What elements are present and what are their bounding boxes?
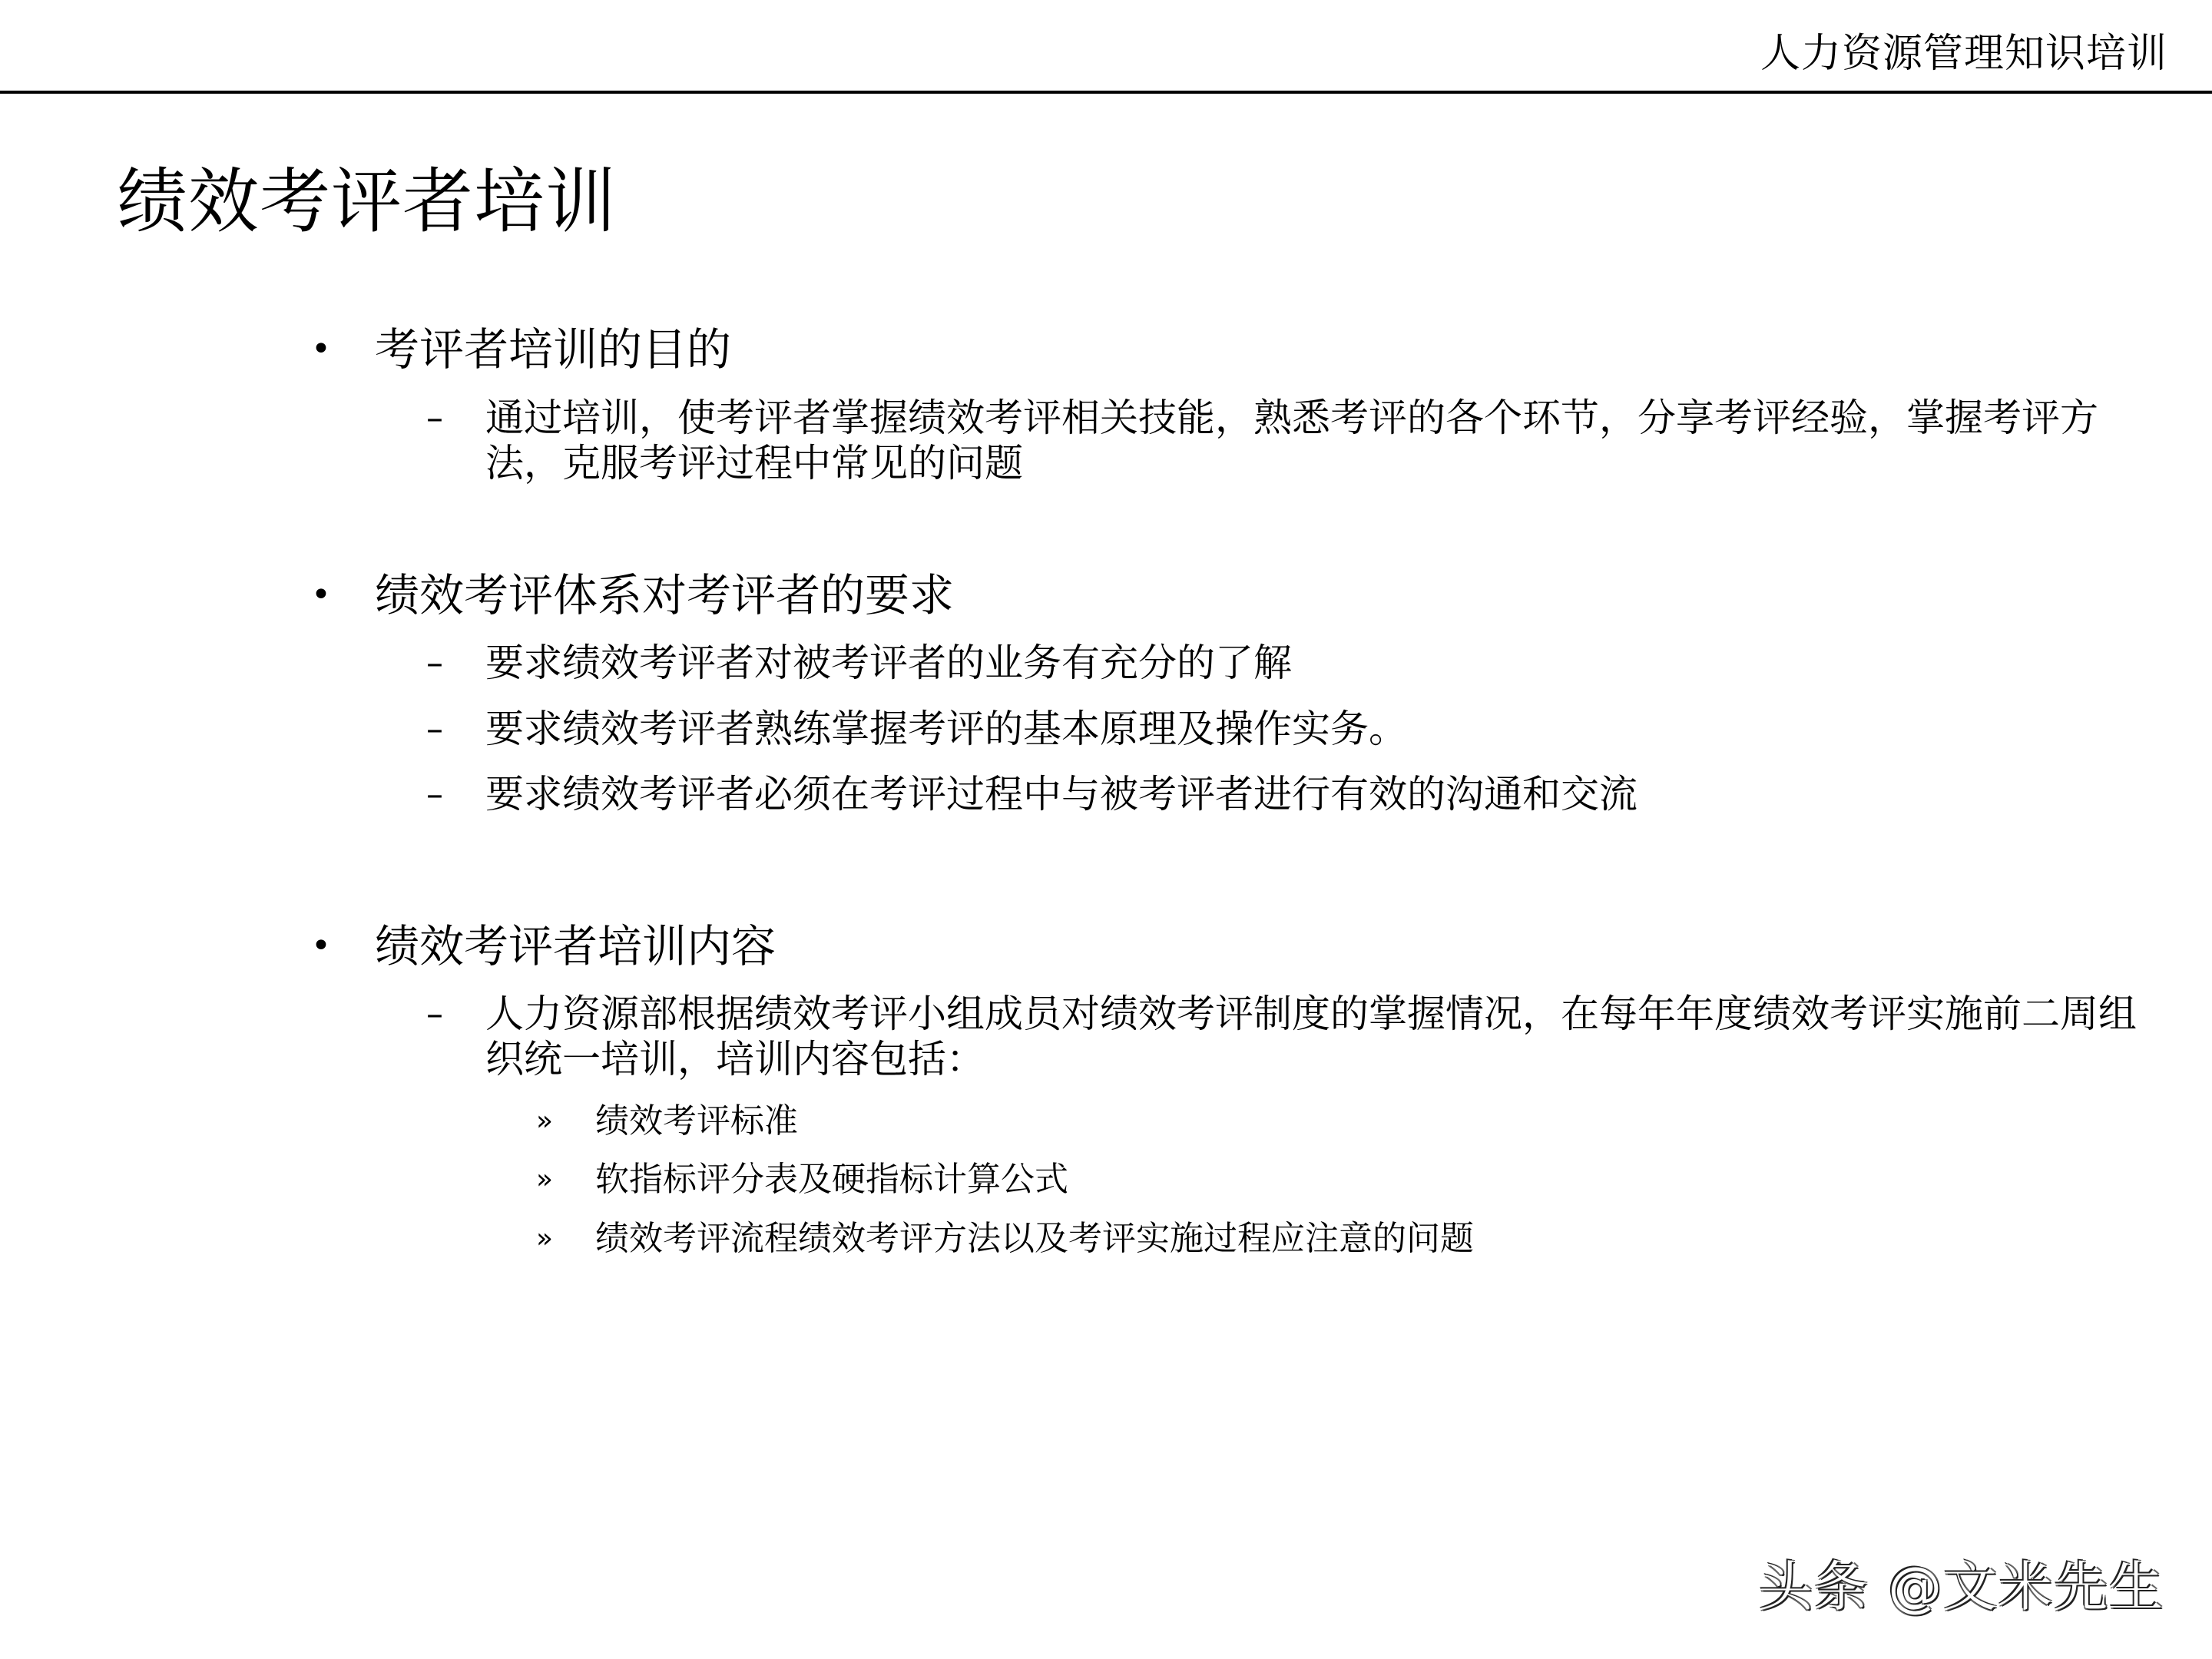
double-chevron-icon: » bbox=[536, 1223, 554, 1254]
dash-icon: – bbox=[426, 710, 443, 749]
bullet-icon: • bbox=[311, 329, 331, 369]
dash-icon: – bbox=[426, 399, 443, 438]
page-title: 绩效考评者培训 bbox=[117, 161, 618, 243]
dash-icon: – bbox=[426, 995, 443, 1034]
bullet-icon: • bbox=[311, 926, 331, 965]
header-title: 人力资源管理知识培训 bbox=[1760, 31, 2167, 77]
sub-list-item-text: 绩效考评标准 bbox=[595, 1101, 798, 1141]
bullet-icon: • bbox=[311, 575, 331, 614]
dash-icon: – bbox=[426, 775, 443, 814]
sub-list-item-text: 软指标评分表及硬指标计算公式 bbox=[595, 1160, 1068, 1199]
sub-list-item-text: 绩效考评流程绩效考评方法以及考评实施过程应注意的问题 bbox=[595, 1219, 1474, 1258]
dash-icon: – bbox=[426, 644, 443, 683]
watermark: 头条 @文米先生 bbox=[1759, 1555, 2165, 1618]
section-heading-text: 考评者培训的目的 bbox=[375, 323, 732, 376]
section-heading-text: 绩效考评体系对考评者的要求 bbox=[375, 569, 955, 621]
header-divider bbox=[0, 91, 2212, 94]
list-item-text: 要求绩效考评者必须在考评过程中与被考评者进行有效的沟通和交流 bbox=[485, 772, 1637, 816]
list-item-text: 人力资源部根据绩效考评小组成员对绩效考评制度的掌握情况，在每年年度绩效考评实施前二周组织统一培训，培训内容包括： bbox=[485, 992, 2137, 1081]
section-heading-text: 绩效考评者培训内容 bbox=[375, 920, 777, 972]
list-item-text: 通过培训，使考评者掌握绩效考评相关技能，熟悉考评的各个环节，分享考评经验，掌握考评方法，克服考评过程中常见的问题 bbox=[485, 396, 2098, 485]
double-chevron-icon: » bbox=[536, 1105, 554, 1137]
list-item-text: 要求绩效考评者对被考评者的业务有充分的了解 bbox=[485, 641, 1292, 685]
double-chevron-icon: » bbox=[536, 1164, 554, 1195]
list-item-text: 要求绩效考评者熟练掌握考评的基本原理及操作实务。 bbox=[485, 707, 1407, 751]
